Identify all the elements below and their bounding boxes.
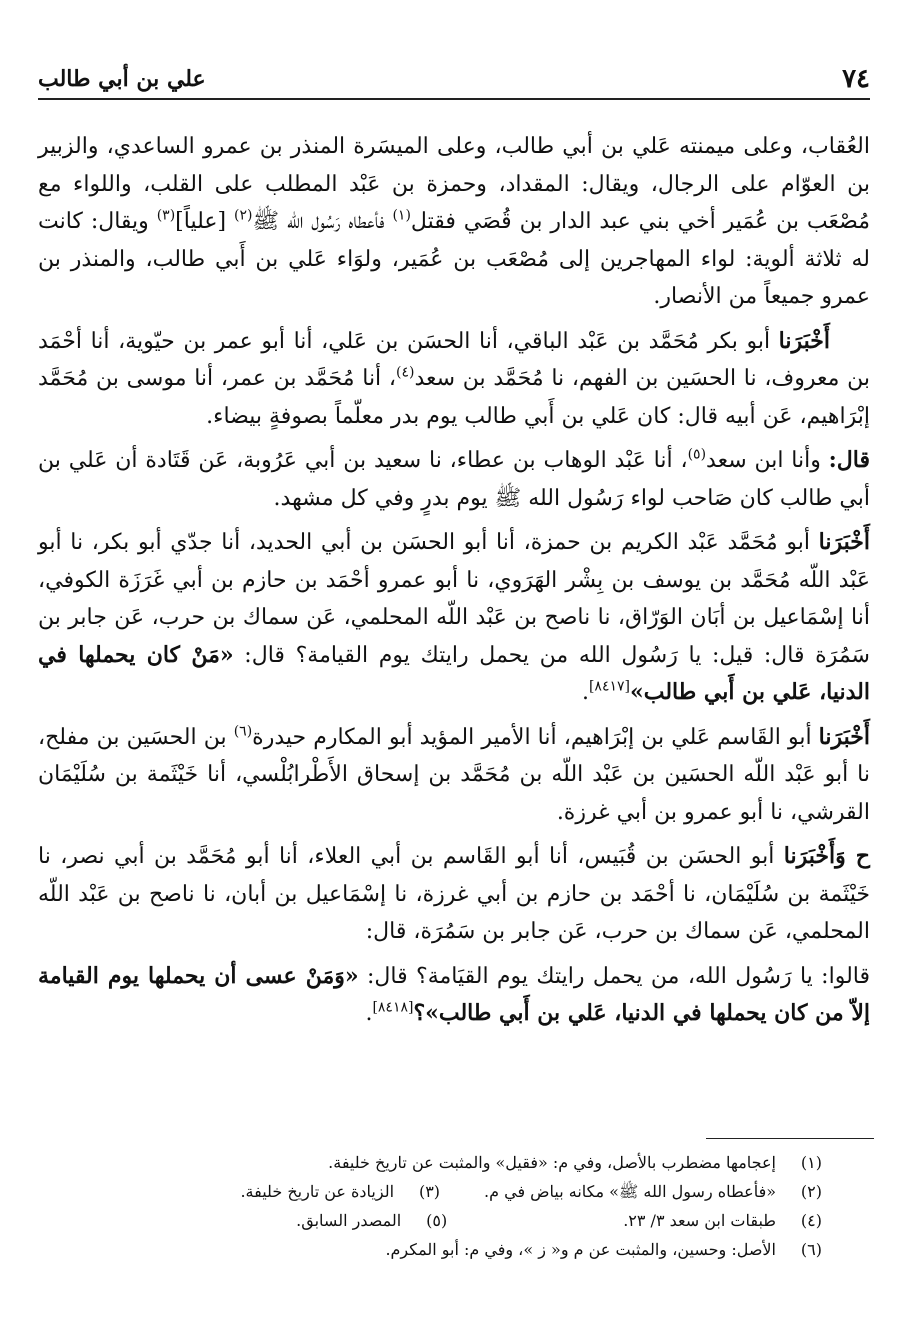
- text-segment: بن الحسَين بن مفلح، نا أبو عَبْد اللّه الحسَين بن عَبْد اللّه بن مُحَمَّد بن إسحاق الأَطْرابُلْسي، أنا خَيْثَمة بن سُلَيْمَان القرشي، نا أبو عمرو بن أبي غرزة.: [38, 724, 870, 825]
- footnote-text: «فأعطاه رسول الله ﷺ» مكانه بياض في م.: [484, 1182, 776, 1201]
- footnote-text: طبقات ابن سعد ٣/ ٢٣.: [623, 1211, 776, 1230]
- main-text: [38, 128, 870, 1040]
- lead-word: أَخْبَرَنا: [818, 723, 870, 750]
- footnote-marker: (٦): [233, 723, 253, 740]
- hadith-reference: [٨٤١٨]: [372, 999, 414, 1016]
- footnote-marker: (٥): [687, 446, 707, 463]
- text-segment: قالوا: يا رَسُول الله، من يحمل رايتك يوم القيَامة؟ قال:: [358, 963, 870, 989]
- hadith-quote: «مَنْ كان يحملها في الدنيا، عَلي بن أَبي طالب»: [38, 641, 870, 705]
- text-segment: فأعطاه رَسُول الله ﷺ: [252, 209, 393, 234]
- footnote-row-4-5: [50, 1206, 822, 1235]
- hadith-reference: [٨٤١٧]: [588, 678, 630, 695]
- text-segment: [علياً]: [175, 209, 234, 234]
- paragraph-2: [38, 323, 870, 436]
- footnote-number: (٥): [426, 1211, 448, 1230]
- running-title: علي بن أبي طالب: [38, 66, 206, 92]
- footnote-text: المصدر السابق.: [296, 1211, 402, 1230]
- paragraph-4: [38, 524, 870, 712]
- footnote-number: (١): [800, 1153, 822, 1172]
- page-number: ٧٤: [842, 64, 870, 94]
- text-segment: أبو القَاسم عَلي بن إبْرَاهيم، أنا الأمير المؤيد أبو المكارم حيدرة: [252, 724, 819, 750]
- text-segment: ويقال: كانت له ثلاثة ألوية: لواء المهاجرين إلى مُصْعَب بن عُمَير، ولوَاء عَلي بن أَبي طالب، والمنذر بن عمرو جميعاً من الأنصار.: [38, 209, 870, 309]
- text-segment: .: [581, 680, 589, 705]
- lead-word: أَخْبَرَنا: [818, 529, 870, 555]
- text-segment: أبو بكر مُحَمَّد بن عَبْد الباقي، أنا الحسَن بن عَلي، أنا أبو عمر بن حيّوية، أنا أحْمَد بن معروف، نا الحسَين بن الفهم، نا مُحَمَّد بن سعد: [38, 328, 870, 391]
- footnote-number: (٣): [418, 1182, 441, 1201]
- paragraph-1: [38, 128, 870, 316]
- footnote-text: الأصل: وحسين، والمثبت عن م و« ز »، وفي م: أبو المكرم.: [385, 1240, 776, 1259]
- footnote-number: (٤): [800, 1211, 822, 1230]
- footnote-marker: (١): [392, 207, 411, 224]
- text-segment: ، أنا عَبْد الوهاب بن عطاء، نا سعيد بن أبي عَرُوبة، عَن قَتَادة أن عَلي بن أبي طالب كان صَاحب لواء رَسُول الله ﷺ يوم بدرٍ وفي كل مشهد.: [38, 448, 870, 511]
- lead-word: أَخْبَرَنا: [778, 327, 830, 354]
- paragraph-3: [38, 442, 870, 517]
- footnote-marker: (٤): [396, 364, 415, 381]
- text-segment: وأنا ابن سعد: [706, 448, 829, 473]
- lead-word: قال:: [828, 447, 870, 473]
- paragraph-6: [38, 838, 870, 951]
- page-header: [38, 64, 870, 100]
- footnote-marker: (٣): [156, 207, 176, 224]
- footnote-number: (٢): [800, 1182, 822, 1201]
- text-segment: .: [365, 1001, 373, 1026]
- footnote-marker: (٢): [234, 207, 253, 224]
- text-segment: العُقاب، وعلى ميمنته عَلي بن أبي طالب، وعلى الميسَرة المنذر بن عمرو الساعدي، والزبير بن العوّام على الرجال، ويقال: المقداد، وحمزة بن عَبْد المطلب على القلب، واللواء مع مُصْعَب بن عُمَير أخي بني عبد الدار بن قُصَي فقتل: [38, 134, 870, 234]
- footnote-1: [50, 1148, 822, 1177]
- text-segment: ، أنا مُحَمَّد بن عمر، أنا موسى بن مُحَمَّد إبْرَاهيم، عَن أبيه قال: كان عَلي بن أَبي طالب يوم بدر معلّماً بصوفةٍ بيضاء.: [38, 366, 870, 429]
- footnote-row-2-3: [50, 1177, 822, 1206]
- paragraph-7: [38, 958, 870, 1033]
- footnote-6: [50, 1235, 822, 1264]
- text-segment: أبو مُحَمَّد عَبْد الكريم بن حمزة، أنا أبو الحسَن بن أبي الحديد، أنا جدّي أبو بكر، نا أبو عَبْد اللّه مُحَمَّد بن يوسف بن بِشْر الهَرَوي، نا أبو عمرو أحْمَد بن حازم بن أبي غَرَزَة الكوفي، أنا إسْمَاعيل بن أبَان الوَرّاق، نا ناصح بن عَبْد اللّه المحلمي، عَن سماك بن حرب، عَن جابر بن سَمُرَة قال: قيل: يا رَسُول الله من يحمل رايتك يوم القيامة؟ قال:: [38, 530, 870, 668]
- footnote-separator: [706, 1138, 874, 1139]
- paragraph-5: [38, 719, 870, 832]
- hadith-quote: «وَمَنْ عسى أن يحملها يوم القيامة إلاّ من كان يحملها في الدنيا، عَلي بن أَبي طالب»؟: [38, 962, 870, 1026]
- footnotes: [50, 1148, 822, 1264]
- footnote-number: (٦): [800, 1240, 822, 1259]
- lead-word: ح وَأَخْبَرَنا: [783, 843, 870, 869]
- footnote-text: الزيادة عن تاريخ خليفة.: [240, 1182, 395, 1201]
- footnote-text: إعجامها مضطرب بالأصل، وفي م: «فقيل» والمثبت عن تاريخ خليفة.: [328, 1153, 776, 1172]
- text-segment: أبو الحسَن بن قُبَيس، أنا أبو القَاسم بن أبي العلاء، أنا أبو مُحَمَّد بن أبي نصر، نا خَيْثَمة بن سُلَيْمَان، نا أحْمَد بن حازم بن أبي غرزة، نا إسْمَاعيل بن أبان، نا ناصح بن عَبْد اللّه المحلمي، عَن سماك بن حرب، عَن جابر بن سَمُرَة، قال:: [38, 844, 870, 944]
